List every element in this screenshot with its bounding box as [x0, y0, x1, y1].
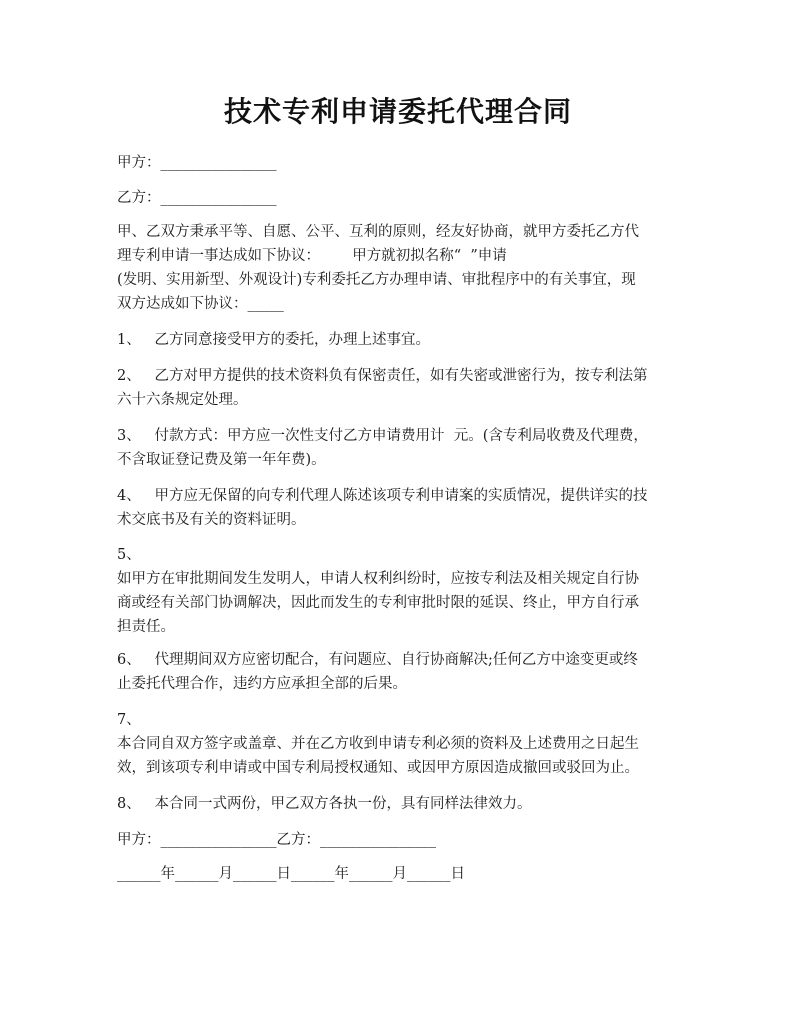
clause-1: 1、 乙方同意接受甲方的委托，办理上述事宜。	[117, 332, 431, 348]
date-line: ______年______月______日______年______月______日	[117, 866, 465, 882]
party-a-line: 甲方：________________	[117, 155, 277, 171]
clause-4: 4、 甲方应无保留的向专利代理人陈述该项专利申请案的实质情况，提供详实的技 术交底书及有关的资料证明。	[117, 488, 648, 528]
clause-6: 6、 代理期间双方应密切配合，有问题应、自行协商解决;任何乙方中途变更或终 止委托代理合作，违约方应承担全部的后果。	[117, 652, 638, 692]
document-title: 技术专利申请委托代理合同	[223, 95, 572, 128]
clause-7: 7、 本合同自双方签字或盖章、并在乙方收到申请专利必须的资料及上述费用之日起生 效，到该项专利申请或中国专利局授权通知、或因甲方原因造成撤回或驳回为止。	[117, 712, 639, 776]
clause-2: 2、 乙方对甲方提供的技术资料负有保密责任，如有失密或泄密行为，按专利法第 六十六条规定处理。	[117, 368, 648, 408]
clause-5: 5、 如甲方在审批期间发生发明人，申请人权利纠纷时，应按专利法及相关规定自行协 商或经有关部门协调解决，因此而发生的专利审批时限的延误、终止，甲方自行承 担责任。	[117, 547, 639, 635]
clause-8: 8、 本合同一式两份，甲乙双方各执一份，具有同样法律效力。	[117, 796, 532, 812]
party-b-line: 乙方：________________	[117, 190, 277, 206]
signature-line: 甲方：________________乙方：________________	[117, 832, 436, 848]
intro-paragraph: 甲、乙双方秉承平等、自愿、公平、互利的原则，经友好协商，就甲方委托乙方代 理专利申请一事达成如下协议： 甲方就初拟名称“ ”申请 (发明、实用新型、外观设计)专利委托乙方办理申请、审批程序中的有关事宜，现 双方达成如下协议：_____	[117, 224, 639, 312]
clause-3: 3、 付款方式：甲方应一次性支付乙方申请费用计 元。(含专利局收费及代理费， 不含取证登记费及第一年年费)。	[117, 428, 648, 468]
